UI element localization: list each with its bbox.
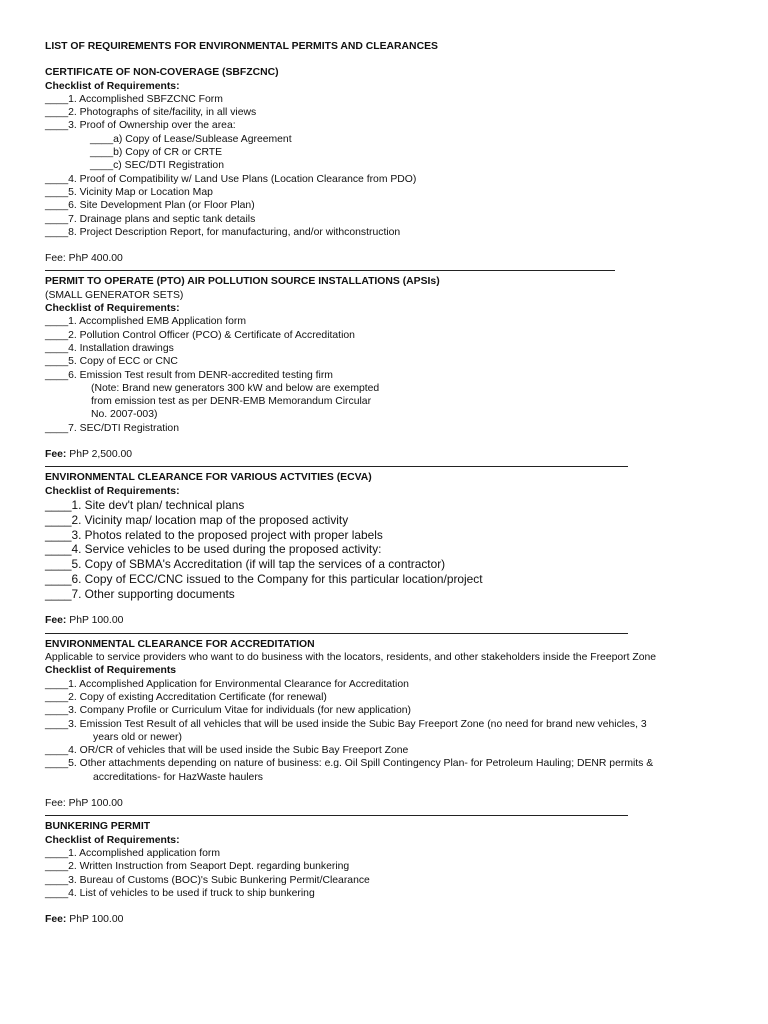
section-intro: Applicable to service providers who want to do business with the locators, residents, and other stakeholders inside the Freeport Zone xyxy=(45,652,657,664)
section-heading: ENVIRONMENTAL CLEARANCE FOR VARIOUS ACTVITIES (ECVA) xyxy=(45,472,372,484)
section-sbfzcnc xyxy=(45,66,725,265)
section-divider xyxy=(45,815,628,816)
list-item: ____6. Site Development Plan (or Floor Plan) xyxy=(45,200,255,212)
list-item: ____2. Copy of existing Accreditation Certificate (for renewal) xyxy=(45,691,327,703)
section-accreditation xyxy=(45,638,725,811)
list-item: ____2. Written Instruction from Seaport Dept. regarding bunkering xyxy=(45,861,350,873)
list-item: ____3. Bureau of Customs (BOC)'s Subic Bunkering Permit/Clearance xyxy=(45,874,370,886)
note-line: (Note: Brand new generators 300 kW and below are exempted xyxy=(91,382,380,394)
list-item: ____4. List of vehicles to be used if truck to ship bunkering xyxy=(45,887,315,899)
checklist-label: Checklist of Requirements: xyxy=(45,834,180,846)
list-subitem: ____b) Copy of CR or CRTE xyxy=(90,147,223,159)
list-subitem: ____c) SEC/DTI Registration xyxy=(90,160,224,172)
list-item-continuation: accreditations- for HazWaste haulers xyxy=(93,771,263,783)
list-item: ____6. Copy of ECC/CNC issued to the Company for this particular location/project xyxy=(45,571,483,586)
section-pto-apsi xyxy=(45,275,725,461)
fee-value: PhP 100.00 xyxy=(66,615,124,627)
list-item: ____3. Company Profile or Curriculum Vitae for individuals (for new application) xyxy=(45,705,411,717)
list-item: ____8. Project Description Report, for manufacturing, and/or withconstruction xyxy=(45,226,401,238)
list-item: ____3. Emission Test Result of all vehicles that will be used inside the Subic Bay Freeport Zone (no need for brand new vehicles, 3 xyxy=(45,718,647,730)
section-heading: CERTIFICATE OF NON-COVERAGE (SBFZCNC) xyxy=(45,67,279,79)
checklist-label: Checklist of Requirements xyxy=(45,665,177,677)
fee-text xyxy=(45,448,725,461)
list-item: ____6. Emission Test result from DENR-accredited testing firm xyxy=(45,369,333,381)
fee-label: Fee: xyxy=(45,914,67,926)
fee-text xyxy=(45,913,725,926)
fee-value: PhP 100.00 xyxy=(66,914,124,926)
section-divider xyxy=(45,466,628,467)
section-bunkering xyxy=(45,820,725,926)
section-ecva xyxy=(45,471,725,627)
fee-text: Fee: PhP 100.00 xyxy=(45,798,123,810)
list-item: ____7. Other supporting documents xyxy=(45,586,235,601)
section-heading: BUNKERING PERMIT xyxy=(45,821,151,833)
list-item: ____2. Photographs of site/facility, in all views xyxy=(45,107,257,119)
list-item: ____5. Copy of ECC or CNC xyxy=(45,356,178,368)
list-item: ____4. Installation drawings xyxy=(45,342,174,354)
list-item: ____3. Proof of Ownership over the area: xyxy=(45,120,236,132)
section-subheading: (SMALL GENERATOR SETS) xyxy=(45,289,184,301)
list-item: ____7. SEC/DTI Registration xyxy=(45,422,179,434)
fee-label: Fee: xyxy=(45,615,67,627)
list-item: ____1. Accomplished application form xyxy=(45,847,221,859)
checklist-label: Checklist of Requirements: xyxy=(45,80,180,92)
list-item: ____1. Accomplished SBFZCNC Form xyxy=(45,93,223,105)
list-item: ____4. Service vehicles to be used during the proposed activity: xyxy=(45,542,382,557)
section-heading: ENVIRONMENTAL CLEARANCE FOR ACCREDITATION xyxy=(45,638,315,650)
section-heading: PERMIT TO OPERATE (PTO) AIR POLLUTION SOURCE INSTALLATIONS (APSIs) xyxy=(45,276,440,288)
list-item: ____1. Site dev't plan/ technical plans xyxy=(45,497,245,512)
note-line: from emission test as per DENR-EMB Memorandum Circular xyxy=(91,396,372,408)
checklist-label: Checklist of Requirements: xyxy=(45,303,180,315)
list-subitem: ____a) Copy of Lease/Sublease Agreement xyxy=(90,133,292,145)
list-item: ____5. Vicinity Map or Location Map xyxy=(45,186,213,198)
fee-text: Fee: PhP 400.00 xyxy=(45,253,123,265)
document-title: LIST OF REQUIREMENTS FOR ENVIRONMENTAL PERMITS AND CLEARANCES xyxy=(45,41,438,52)
list-item: ____5. Other attachments depending on nature of business: e.g. Oil Spill Contingency Plan- for Petroleum Hauling; DENR permits & xyxy=(45,758,654,770)
fee-value: PhP 2,500.00 xyxy=(66,449,133,461)
list-item: ____2. Pollution Control Officer (PCO) & Certificate of Accreditation xyxy=(45,329,355,341)
note-line: No. 2007-003) xyxy=(91,409,158,421)
list-item: ____2. Vicinity map/ location map of the proposed activity xyxy=(45,512,349,527)
list-item: ____3. Photos related to the proposed project with proper labels xyxy=(45,527,383,542)
document-page xyxy=(45,40,725,926)
fee-text xyxy=(45,614,725,627)
list-item: ____1. Accomplished EMB Application form xyxy=(45,316,246,328)
list-item-continuation: years old or newer) xyxy=(93,731,182,743)
list-item: ____4. Proof of Compatibility w/ Land Use Plans (Location Clearance from PDO) xyxy=(45,173,417,185)
list-item: ____1. Accomplished Application for Environmental Clearance for Accreditation xyxy=(45,678,409,690)
fee-label: Fee: xyxy=(45,449,67,461)
section-divider xyxy=(45,633,628,634)
checklist-label: Checklist of Requirements: xyxy=(45,485,180,497)
list-item: ____7. Drainage plans and septic tank details xyxy=(45,213,256,225)
list-item: ____4. OR/CR of vehicles that will be used inside the Subic Bay Freeport Zone xyxy=(45,745,409,757)
list-item: ____5. Copy of SBMA's Accreditation (if will tap the services of a contractor) xyxy=(45,557,446,572)
section-divider xyxy=(45,270,615,271)
